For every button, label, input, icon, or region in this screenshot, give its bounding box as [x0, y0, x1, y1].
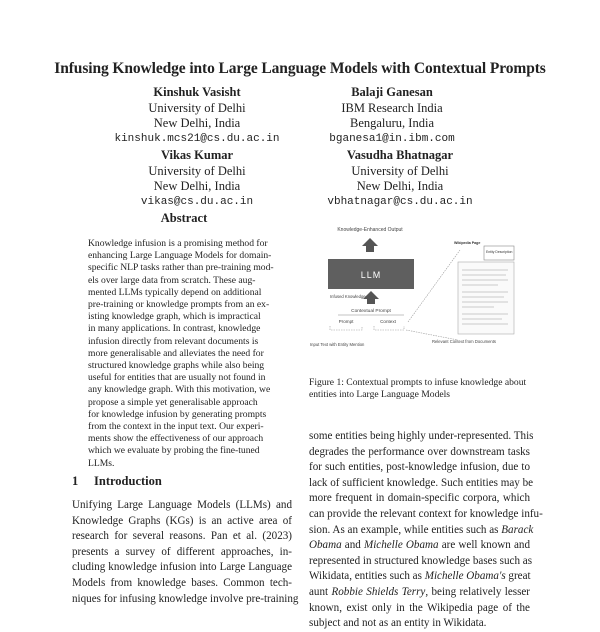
- author-email: bganesa1@in.ibm.com: [329, 132, 455, 145]
- text-line: [309, 523, 534, 539]
- text-line: els over large data from scratch. These aug-: [88, 274, 256, 286]
- text-line: [309, 460, 530, 476]
- author-location: New Delhi, India: [153, 116, 241, 130]
- author-affiliation: IBM Research India: [341, 100, 443, 115]
- text-line: enhancing Large Language Models for domain-: [88, 250, 272, 262]
- text-line: Knowledge Graphs (KGs) is an active area of: [72, 514, 292, 527]
- figure-input-label: Input Text with Entity Mention: [310, 342, 365, 347]
- figure-prompt-label: Prompt: [338, 319, 354, 324]
- figure-caption: Figure 1: Contextual prompts to infuse knowledge about entities into Large Language Models: [309, 377, 527, 401]
- text-fragment: great: [505, 570, 531, 583]
- figure-contextual-prompt-label: Contextual Prompt: [351, 309, 391, 314]
- text-line: structured knowledge graphs while also being: [88, 360, 265, 372]
- author-email: vikas@cs.du.ac.in: [140, 195, 254, 208]
- text-line: niques for infusing knowledge involve pre-training: [72, 592, 299, 605]
- abstract-body: [88, 238, 280, 470]
- author-location: Bengaluru, India: [349, 116, 434, 130]
- text-line: [309, 491, 530, 507]
- text-line: which we evaluate by probing the fine-tuned: [88, 445, 260, 457]
- text-line: cluding knowledge infusion into Large Language: [72, 561, 292, 574]
- section-number: 1: [72, 474, 79, 488]
- text-line: specific NLP tasks rather than pre-training mod-: [88, 262, 274, 274]
- text-line: for knowledge infusion by generating prompts: [88, 408, 267, 420]
- text-line: [309, 616, 530, 632]
- text-line: propose a simple yet generalisable approach: [88, 396, 258, 408]
- section-heading: [72, 474, 162, 489]
- text-line: useful for entities that are usually not found in: [88, 372, 266, 384]
- figure-doc-title: Wikipedia Page: [454, 241, 481, 245]
- abstract-heading: Abstract: [160, 211, 208, 225]
- text-line: [309, 585, 530, 601]
- paper-title: Infusing Knowledge into Large Language Models with Contextual Prompts: [54, 60, 546, 77]
- author-affiliation: University of Delhi: [148, 163, 246, 178]
- author-name: Vikas Kumar: [160, 148, 234, 162]
- text-fragment: lack of sufficient knowledge. Such entities may be: [309, 476, 534, 489]
- text-fragment: , being relatively lesser: [425, 585, 531, 598]
- text-fragment: Wikidata, entities such as: [309, 570, 425, 583]
- author-email: kinshuk.mcs21@cs.du.ac.in: [114, 132, 280, 145]
- figure-connector: [408, 250, 460, 322]
- text-line: [309, 554, 533, 570]
- text-line: pre-training or knowledge prompts from an ex-: [88, 299, 270, 311]
- text-line: [309, 507, 543, 523]
- text-line: any knowledge graph. With this motivation, we: [88, 384, 271, 396]
- entity-mention: Michelle Obama's: [424, 570, 506, 583]
- text-line: infusion directly from relevant documents is: [88, 335, 259, 347]
- text-line: [309, 429, 534, 445]
- text-line: from the context in the input text. Our experi-: [88, 421, 264, 433]
- author-location: New Delhi, India: [356, 179, 444, 193]
- text-fragment: represented in structured knowledge bases such as: [309, 554, 533, 567]
- author-affiliation: University of Delhi: [351, 163, 449, 178]
- author-block: [97, 85, 297, 147]
- text-line: [309, 538, 530, 554]
- author-block: [97, 148, 297, 210]
- author-affiliation: University of Delhi: [148, 100, 246, 115]
- text-fragment: degrades the performance over downstream tasks: [309, 445, 530, 458]
- text-fragment: can provide the relevant context for knowledge infu-: [309, 507, 543, 520]
- text-line: research for several reasons. Pan et al. (2023): [72, 530, 292, 543]
- author-email: vbhatnagar@cs.du.ac.in: [327, 195, 473, 208]
- figure-output-label: Knowledge-Enhanced Output: [337, 227, 403, 233]
- text-fragment: sion. As an example, while entities such as: [309, 523, 502, 536]
- text-line: Unifying Large Language Models (LLMs) and: [72, 499, 292, 511]
- figure-context-label: Context: [380, 319, 396, 324]
- text-line: [309, 569, 530, 585]
- text-fragment: are well known and: [438, 539, 530, 552]
- author-block: [292, 85, 492, 147]
- figure-doc-side-label: Entity Description: [486, 250, 513, 254]
- text-line: [309, 601, 530, 617]
- figure-1: [308, 222, 530, 362]
- figure-doc-page: [458, 262, 514, 334]
- entity-mention: Obama: [309, 539, 342, 552]
- text-line: LLMs.: [88, 457, 115, 469]
- entity-mention: Michelle Obama: [363, 539, 439, 552]
- entity-mention: Robbie Shields Terry: [331, 585, 426, 598]
- author-name: Balaji Ganesan: [351, 85, 433, 99]
- text-line: ments show the effectiveness of our approach: [88, 433, 264, 445]
- text-line: more generalisable and alleviates the need for: [88, 347, 264, 359]
- section-title: Introduction: [94, 474, 162, 488]
- figure-context-source-label: Relevant Context from Documents: [432, 339, 497, 344]
- right-column-body: [309, 429, 543, 632]
- author-name: Kinshuk Vasisht: [153, 85, 241, 99]
- text-fragment: some entities being highly under-represented. This: [309, 430, 534, 442]
- intro-body: [72, 498, 299, 607]
- text-fragment: subject and not as an entity in Wikidata.: [309, 617, 487, 630]
- text-line: [309, 476, 534, 492]
- text-line: [309, 445, 530, 461]
- arrow-up-icon: [363, 291, 379, 304]
- text-fragment: more frequent in domain-specific corpora, which: [309, 492, 530, 505]
- text-fragment: aunt: [309, 585, 332, 598]
- text-line: mented LLMs typically depend on additional: [88, 286, 262, 298]
- text-line: presents a survey of different approaches, in-: [72, 545, 292, 558]
- text-fragment: and: [341, 539, 364, 552]
- author-name: Vasudha Bhatnagar: [346, 148, 454, 162]
- text-fragment: for such entities, post-knowledge infusion, due to: [309, 461, 530, 474]
- text-line: isting knowledge graph, which is impractical: [88, 311, 261, 323]
- figure-llm-label: LLM: [360, 270, 382, 280]
- text-line: Knowledge infusion is a promising method for: [88, 238, 268, 249]
- text-fragment: known, exist only in the Wikipedia page of the: [309, 601, 530, 614]
- arrow-up-icon: [362, 238, 378, 252]
- figure-knowledge-label: Infused Knowledge: [330, 294, 366, 299]
- text-line: in many applications. In contrast, knowledge: [88, 323, 261, 335]
- author-block: [300, 148, 500, 210]
- entity-mention: Barack: [501, 523, 534, 536]
- text-line: Models from knowledge bases. Common tech-: [72, 576, 292, 589]
- author-location: New Delhi, India: [153, 179, 241, 193]
- figure-bracket: [374, 326, 404, 330]
- figure-bracket: [330, 326, 362, 330]
